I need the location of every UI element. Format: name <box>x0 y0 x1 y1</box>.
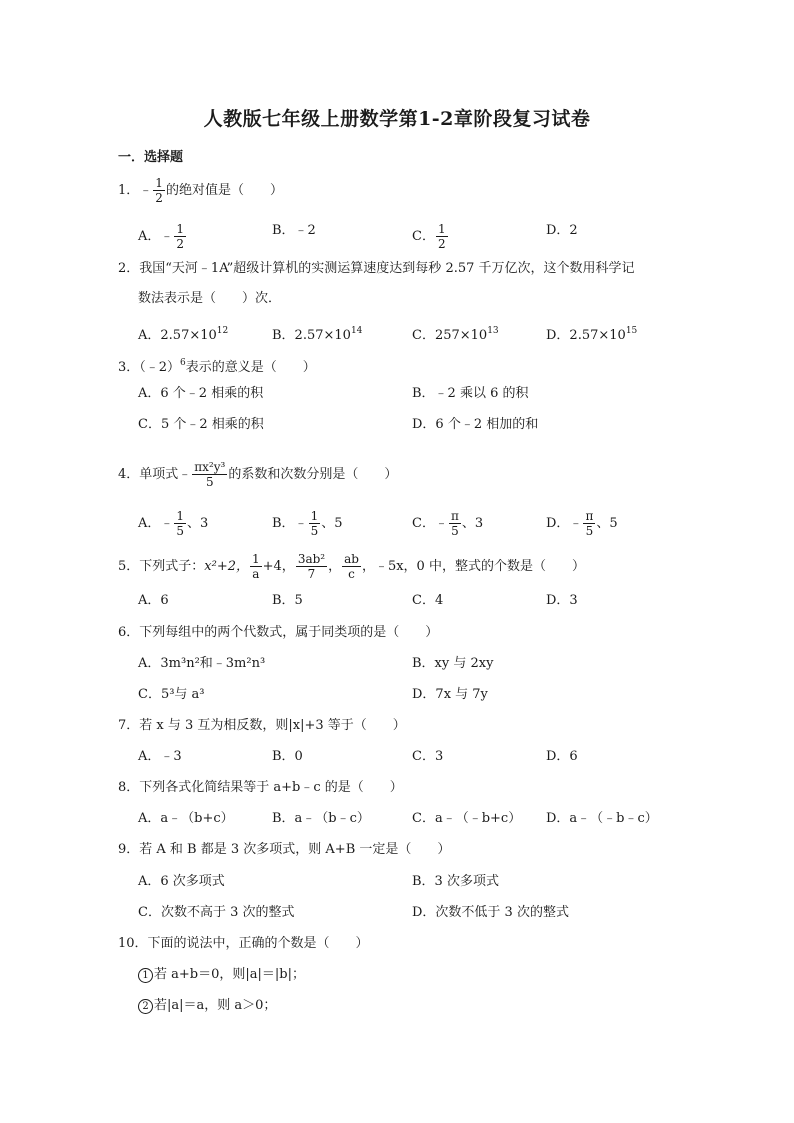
q9-option-b[interactable]: B．3 次多项式 <box>412 874 499 889</box>
q9-option-c[interactable]: C．次数不高于 3 次的整式 <box>138 905 295 920</box>
question-5: 5．下列式子：x²+2， $\frac{1}{a}$ +4， $\frac{\text{3ab²}}{7}$ ， $\frac{ab}{c}$ ，﹣5x，0 中，整式的个数是（ ） <box>118 552 585 581</box>
question-8: 8．下列各式化简结果等于 a+b﹣c 的是（ ） <box>118 780 403 795</box>
q6-option-c[interactable]: C．5³与 a³ <box>138 687 205 702</box>
q4-option-b[interactable]: B．﹣ $\frac{1}{5}$ 、5 <box>272 509 343 538</box>
q1-option-b[interactable]: B．﹣2 <box>272 223 316 238</box>
fraction: $\frac{1}{2}$ <box>155 176 163 205</box>
question-9: 9．若 A 和 B 都是 3 次多项式，则 A+B 一定是（ ） <box>118 842 451 857</box>
q1-option-c[interactable]: C． $\frac{1}{2}$ <box>412 222 446 251</box>
q10-statement-2: 2 若|a|＝a，则 a＞0； <box>138 997 276 1015</box>
section-heading: 一．选择题 <box>118 150 184 165</box>
page-title: 人教版七年级上册数学第1-2章阶段复习试卷 <box>203 108 591 130</box>
question-3: 3．（﹣2）$^6$表示的意义是（ ） <box>118 358 316 375</box>
circled-number-icon: 1 <box>138 968 153 983</box>
q4-option-a[interactable]: A．﹣ $\frac{1}{5}$ 、3 <box>138 509 209 538</box>
q5-option-a[interactable]: A．6 <box>138 593 169 608</box>
question-1: 1．﹣ $\frac{1}{2}$ 的绝对值是（ ） <box>118 176 283 205</box>
q8-option-c[interactable]: C．a﹣（﹣b+c） <box>412 811 522 826</box>
q5-option-b[interactable]: B．5 <box>272 593 303 608</box>
question-2-line-1: 2．我国“天河﹣1A”超级计算机的实测运算速度达到每秒 2.57 千万亿次，这个数用科学记 <box>118 261 635 276</box>
question-4: 4．单项式﹣ $\frac{\text{πx²y³}}{5}$ 的系数和次数分别是（ ） <box>118 460 398 489</box>
q3-option-d[interactable]: D．6 个﹣2 相加的和 <box>412 417 539 432</box>
q3-option-b[interactable]: B．﹣2 乘以 6 的积 <box>412 386 529 401</box>
q2-option-d[interactable]: D．$2.57\times 10^{15}$ <box>546 326 638 343</box>
q5-option-c[interactable]: C．4 <box>412 593 444 608</box>
q8-option-a[interactable]: A．a﹣（b+c） <box>138 811 234 826</box>
q6-option-b[interactable]: B．xy 与 2xy <box>412 656 494 671</box>
q7-option-c[interactable]: C．3 <box>412 749 444 764</box>
q7-option-d[interactable]: D．6 <box>546 749 578 764</box>
q7-option-b[interactable]: B．0 <box>272 749 303 764</box>
q3-option-c[interactable]: C．5 个﹣2 相乘的积 <box>138 417 264 432</box>
q4-option-d[interactable]: D．﹣ $\frac{\pi}{5}$ 、5 <box>546 509 618 538</box>
q2-option-a[interactable]: A．$2.57\times 10^{12}$ <box>138 326 229 343</box>
q2-option-c[interactable]: C．$257\times 10^{13}$ <box>412 326 499 343</box>
q4-option-c[interactable]: C．﹣ $\frac{\pi}{5}$ 、3 <box>412 509 484 538</box>
q3-option-a[interactable]: A．6 个﹣2 相乘的积 <box>138 386 264 401</box>
q1-option-d[interactable]: D．2 <box>546 223 578 238</box>
question-7: 7．若 x 与 3 互为相反数，则|x|+3 等于（ ） <box>118 718 406 733</box>
q2-option-b[interactable]: B．$2.57\times 10^{14}$ <box>272 326 363 343</box>
q9-option-a[interactable]: A．6 次多项式 <box>138 874 225 889</box>
q5-option-d[interactable]: D．3 <box>546 593 578 608</box>
question-6: 6．下列每组中的两个代数式，属于同类项的是（ ） <box>118 625 439 640</box>
q1-option-a[interactable]: A．﹣ $\frac{1}{2}$ <box>138 222 185 251</box>
q8-option-b[interactable]: B．a﹣（b﹣c） <box>272 811 370 826</box>
question-10: 10．下面的说法中，正确的个数是（ ） <box>118 936 369 951</box>
q8-option-d[interactable]: D．a﹣（﹣b﹣c） <box>546 811 658 826</box>
q6-option-d[interactable]: D．7x 与 7y <box>412 687 488 702</box>
q7-option-a[interactable]: A．﹣3 <box>138 749 182 764</box>
q10-statement-1: 1 若 a+b＝0，则|a|＝|b|； <box>138 966 305 984</box>
circled-number-icon: 2 <box>138 999 153 1014</box>
question-2-line-2: 数法表示是（ ）次． <box>138 291 282 306</box>
q9-option-d[interactable]: D．次数不低于 3 次的整式 <box>412 905 569 920</box>
q6-option-a[interactable]: A．3m³n²和﹣3m²n³ <box>138 656 266 671</box>
